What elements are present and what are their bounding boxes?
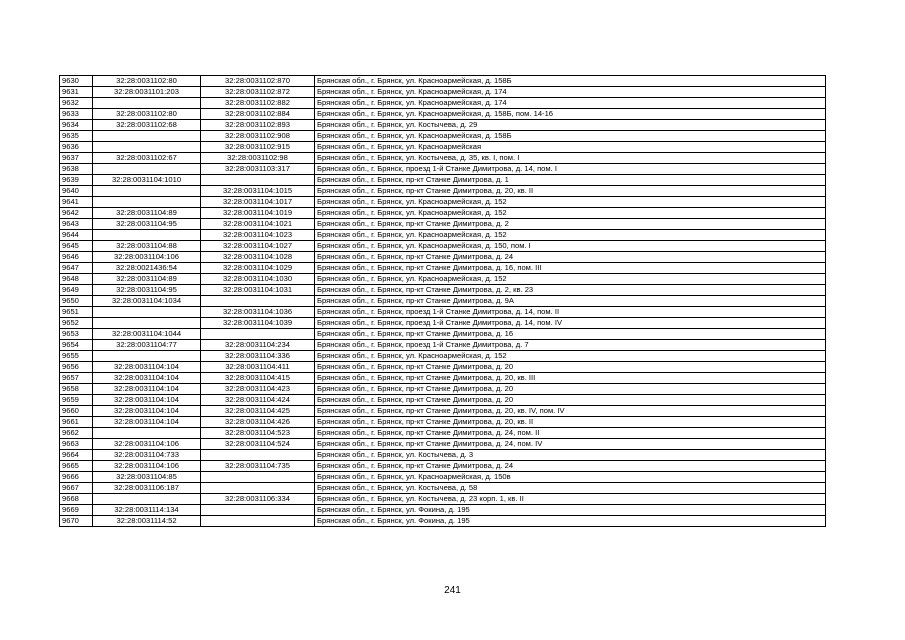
- table-row: [60, 450, 826, 461]
- new-cadastral-number-cell: 32:28:0031104:1030: [201, 274, 315, 285]
- old-cadastral-number-cell: 32:28:0031104:104: [93, 395, 201, 406]
- row-number-cell: 9647: [60, 263, 93, 274]
- table-row: [60, 439, 826, 450]
- row-number-cell: 9670: [60, 516, 93, 527]
- address-cell: Брянская обл., г. Брянск, пр-кт Станке Димитрова, д. 24, пом. IV: [315, 439, 826, 450]
- registry-sheet: [59, 75, 826, 527]
- address-cell: Брянская обл., г. Брянск, ул. Костычева, д. 29: [315, 120, 826, 131]
- old-cadastral-number-cell: [93, 428, 201, 439]
- address-cell: Брянская обл., г. Брянск, пр-кт Станке Димитрова, д. 20, кв. II: [315, 417, 826, 428]
- row-number-cell: 9648: [60, 274, 93, 285]
- old-cadastral-number-cell: 32:28:0021436:54: [93, 263, 201, 274]
- old-cadastral-number-cell: 32:28:0031102:80: [93, 76, 201, 87]
- address-cell: Брянская обл., г. Брянск, ул. Костычева, д. 58: [315, 483, 826, 494]
- address-cell: Брянская обл., г. Брянск, проезд 1-й Станке Димитрова, д. 7: [315, 340, 826, 351]
- address-cell: Брянская обл., г. Брянск, пр-кт Станке Димитрова, д. 2: [315, 219, 826, 230]
- address-cell: Брянская обл., г. Брянск, ул. Костычева, д. 35, кв. I, пом. I: [315, 153, 826, 164]
- row-number-cell: 9641: [60, 197, 93, 208]
- new-cadastral-number-cell: [201, 175, 315, 186]
- address-cell: Брянская обл., г. Брянск, ул. Красноармейская, д. 152: [315, 230, 826, 241]
- new-cadastral-number-cell: 32:28:0031104:424: [201, 395, 315, 406]
- old-cadastral-number-cell: 32:28:0031101:203: [93, 87, 201, 98]
- new-cadastral-number-cell: 32:28:0031104:234: [201, 340, 315, 351]
- table-row: [60, 241, 826, 252]
- row-number-cell: 9653: [60, 329, 93, 340]
- table-row: [60, 87, 826, 98]
- new-cadastral-number-cell: [201, 296, 315, 307]
- address-cell: Брянская обл., г. Брянск, пр-кт Станке Димитрова, д. 24, пом. II: [315, 428, 826, 439]
- new-cadastral-number-cell: [201, 450, 315, 461]
- address-cell: Брянская обл., г. Брянск, ул. Красноармейская, д. 152: [315, 208, 826, 219]
- new-cadastral-number-cell: 32:28:0031104:1027: [201, 241, 315, 252]
- address-cell: Брянская обл., г. Брянск, ул. Красноармейская, д. 174: [315, 87, 826, 98]
- old-cadastral-number-cell: 32:28:0031104:106: [93, 252, 201, 263]
- old-cadastral-number-cell: 32:28:0031104:1044: [93, 329, 201, 340]
- row-number-cell: 9634: [60, 120, 93, 131]
- table-row: [60, 131, 826, 142]
- address-cell: Брянская обл., г. Брянск, пр-кт Станке Димитрова, д. 2, кв. 23: [315, 285, 826, 296]
- old-cadastral-number-cell: [93, 494, 201, 505]
- old-cadastral-number-cell: 32:28:0031104:733: [93, 450, 201, 461]
- new-cadastral-number-cell: 32:28:0031104:524: [201, 439, 315, 450]
- row-number-cell: 9650: [60, 296, 93, 307]
- address-cell: Брянская обл., г. Брянск, пр-кт Станке Димитрова, д. 1: [315, 175, 826, 186]
- address-cell: Брянская обл., г. Брянск, пр-кт Станке Димитрова, д. 16, пом. III: [315, 263, 826, 274]
- table-row: [60, 483, 826, 494]
- address-cell: Брянская обл., г. Брянск, ул. Красноармейская, д. 152: [315, 274, 826, 285]
- row-number-cell: 9639: [60, 175, 93, 186]
- new-cadastral-number-cell: 32:28:0031102:908: [201, 131, 315, 142]
- address-cell: Брянская обл., г. Брянск, проезд 1-й Станке Димитрова, д. 14, пом. IV: [315, 318, 826, 329]
- table-row: [60, 120, 826, 131]
- cadastral-table: [59, 75, 826, 527]
- table-row: [60, 329, 826, 340]
- table-row: [60, 252, 826, 263]
- row-number-cell: 9668: [60, 494, 93, 505]
- address-cell: Брянская обл., г. Брянск, пр-кт Станке Димитрова, д. 20, кв. II: [315, 186, 826, 197]
- new-cadastral-number-cell: 32:28:0031104:1017: [201, 197, 315, 208]
- new-cadastral-number-cell: 32:28:0031104:1029: [201, 263, 315, 274]
- old-cadastral-number-cell: 32:28:0031106:187: [93, 483, 201, 494]
- table-row: [60, 406, 826, 417]
- new-cadastral-number-cell: 32:28:0031104:423: [201, 384, 315, 395]
- table-row: [60, 461, 826, 472]
- row-number-cell: 9632: [60, 98, 93, 109]
- old-cadastral-number-cell: 32:28:0031104:1010: [93, 175, 201, 186]
- row-number-cell: 9665: [60, 461, 93, 472]
- row-number-cell: 9649: [60, 285, 93, 296]
- address-cell: Брянская обл., г. Брянск, пр-кт Станке Димитрова, д. 20, кв. III: [315, 373, 826, 384]
- address-cell: Брянская обл., г. Брянск, ул. Костычева, д. 23 корп. 1, кв. II: [315, 494, 826, 505]
- row-number-cell: 9658: [60, 384, 93, 395]
- table-row: [60, 98, 826, 109]
- old-cadastral-number-cell: 32:28:0031104:106: [93, 439, 201, 450]
- table-row: [60, 516, 826, 527]
- old-cadastral-number-cell: [93, 164, 201, 175]
- old-cadastral-number-cell: 32:28:0031104:95: [93, 285, 201, 296]
- address-cell: Брянская обл., г. Брянск, пр-кт Станке Димитрова, д. 20, кв. IV, пом. IV: [315, 406, 826, 417]
- old-cadastral-number-cell: [93, 98, 201, 109]
- new-cadastral-number-cell: 32:28:0031102:98: [201, 153, 315, 164]
- address-cell: Брянская обл., г. Брянск, пр-кт Станке Димитрова, д. 20: [315, 384, 826, 395]
- table-row: [60, 373, 826, 384]
- row-number-cell: 9654: [60, 340, 93, 351]
- table-row: [60, 153, 826, 164]
- row-number-cell: 9663: [60, 439, 93, 450]
- new-cadastral-number-cell: 32:28:0031104:415: [201, 373, 315, 384]
- row-number-cell: 9630: [60, 76, 93, 87]
- page-number: 241: [444, 585, 461, 596]
- old-cadastral-number-cell: 32:28:0031114:52: [93, 516, 201, 527]
- new-cadastral-number-cell: 32:28:0031102:884: [201, 109, 315, 120]
- old-cadastral-number-cell: 32:28:0031104:104: [93, 373, 201, 384]
- table-row: [60, 230, 826, 241]
- table-row: [60, 395, 826, 406]
- table-row: [60, 109, 826, 120]
- old-cadastral-number-cell: 32:28:0031104:95: [93, 219, 201, 230]
- old-cadastral-number-cell: 32:28:0031104:104: [93, 406, 201, 417]
- table-row: [60, 208, 826, 219]
- row-number-cell: 9669: [60, 505, 93, 516]
- row-number-cell: 9633: [60, 109, 93, 120]
- address-cell: Брянская обл., г. Брянск, ул. Красноармейская, д. 174: [315, 98, 826, 109]
- new-cadastral-number-cell: [201, 505, 315, 516]
- new-cadastral-number-cell: 32:28:0031104:411: [201, 362, 315, 373]
- row-number-cell: 9642: [60, 208, 93, 219]
- row-number-cell: 9661: [60, 417, 93, 428]
- new-cadastral-number-cell: 32:28:0031104:1023: [201, 230, 315, 241]
- new-cadastral-number-cell: [201, 472, 315, 483]
- row-number-cell: 9651: [60, 307, 93, 318]
- new-cadastral-number-cell: 32:28:0031104:1028: [201, 252, 315, 263]
- old-cadastral-number-cell: [93, 351, 201, 362]
- address-cell: Брянская обл., г. Брянск, пр-кт Станке Димитрова, д. 20: [315, 395, 826, 406]
- new-cadastral-number-cell: 32:28:0031103:317: [201, 164, 315, 175]
- new-cadastral-number-cell: 32:28:0031102:870: [201, 76, 315, 87]
- old-cadastral-number-cell: [93, 197, 201, 208]
- new-cadastral-number-cell: 32:28:0031106:334: [201, 494, 315, 505]
- table-row: [60, 505, 826, 516]
- row-number-cell: 9640: [60, 186, 93, 197]
- old-cadastral-number-cell: 32:28:0031104:89: [93, 274, 201, 285]
- table-row: [60, 362, 826, 373]
- new-cadastral-number-cell: 32:28:0031104:735: [201, 461, 315, 472]
- address-cell: Брянская обл., г. Брянск, пр-кт Станке Димитрова, д. 24: [315, 461, 826, 472]
- table-row: [60, 472, 826, 483]
- row-number-cell: 9659: [60, 395, 93, 406]
- old-cadastral-number-cell: 32:28:0031104:104: [93, 384, 201, 395]
- table-row: [60, 296, 826, 307]
- row-number-cell: 9643: [60, 219, 93, 230]
- row-number-cell: 9667: [60, 483, 93, 494]
- address-cell: Брянская обл., г. Брянск, ул. Фокина, д. 195: [315, 516, 826, 527]
- new-cadastral-number-cell: 32:28:0031102:882: [201, 98, 315, 109]
- row-number-cell: 9666: [60, 472, 93, 483]
- new-cadastral-number-cell: [201, 483, 315, 494]
- row-number-cell: 9638: [60, 164, 93, 175]
- table-row: [60, 340, 826, 351]
- row-number-cell: 9662: [60, 428, 93, 439]
- old-cadastral-number-cell: 32:28:0031114:134: [93, 505, 201, 516]
- table-row: [60, 318, 826, 329]
- new-cadastral-number-cell: 32:28:0031104:1031: [201, 285, 315, 296]
- row-number-cell: 9656: [60, 362, 93, 373]
- new-cadastral-number-cell: 32:28:0031104:425: [201, 406, 315, 417]
- old-cadastral-number-cell: 32:28:0031104:85: [93, 472, 201, 483]
- old-cadastral-number-cell: 32:28:0031102:68: [93, 120, 201, 131]
- table-row: [60, 197, 826, 208]
- new-cadastral-number-cell: 32:28:0031104:1021: [201, 219, 315, 230]
- old-cadastral-number-cell: 32:28:0031104:106: [93, 461, 201, 472]
- table-body: [60, 76, 826, 527]
- new-cadastral-number-cell: 32:28:0031102:893: [201, 120, 315, 131]
- new-cadastral-number-cell: 32:28:0031104:426: [201, 417, 315, 428]
- address-cell: Брянская обл., г. Брянск, пр-кт Станке Димитрова, д. 24: [315, 252, 826, 263]
- old-cadastral-number-cell: 32:28:0031104:89: [93, 208, 201, 219]
- new-cadastral-number-cell: 32:28:0031104:336: [201, 351, 315, 362]
- table-row: [60, 263, 826, 274]
- old-cadastral-number-cell: 32:28:0031102:80: [93, 109, 201, 120]
- address-cell: Брянская обл., г. Брянск, ул. Красноармейская, д. 150в: [315, 472, 826, 483]
- row-number-cell: 9637: [60, 153, 93, 164]
- table-row: [60, 219, 826, 230]
- old-cadastral-number-cell: 32:28:0031104:1034: [93, 296, 201, 307]
- table-row: [60, 384, 826, 395]
- old-cadastral-number-cell: 32:28:0031104:104: [93, 417, 201, 428]
- row-number-cell: 9645: [60, 241, 93, 252]
- old-cadastral-number-cell: [93, 318, 201, 329]
- row-number-cell: 9644: [60, 230, 93, 241]
- new-cadastral-number-cell: 32:28:0031104:1015: [201, 186, 315, 197]
- table-row: [60, 164, 826, 175]
- address-cell: Брянская обл., г. Брянск, пр-кт Станке Димитрова, д. 16: [315, 329, 826, 340]
- row-number-cell: 9655: [60, 351, 93, 362]
- old-cadastral-number-cell: [93, 186, 201, 197]
- table-row: [60, 351, 826, 362]
- old-cadastral-number-cell: [93, 230, 201, 241]
- new-cadastral-number-cell: 32:28:0031102:872: [201, 87, 315, 98]
- address-cell: Брянская обл., г. Брянск, проезд 1-й Станке Димитрова, д. 14, пом. II: [315, 307, 826, 318]
- old-cadastral-number-cell: 32:28:0031104:88: [93, 241, 201, 252]
- address-cell: Брянская обл., г. Брянск, проезд 1-й Станке Димитрова, д. 14, пом. I: [315, 164, 826, 175]
- old-cadastral-number-cell: 32:28:0031102:67: [93, 153, 201, 164]
- address-cell: Брянская обл., г. Брянск, ул. Красноармейская, д. 158Б, пом. 14-16: [315, 109, 826, 120]
- address-cell: Брянская обл., г. Брянск, ул. Красноармейская, д. 150, пом. I: [315, 241, 826, 252]
- table-row: [60, 274, 826, 285]
- table-row: [60, 307, 826, 318]
- old-cadastral-number-cell: [93, 307, 201, 318]
- row-number-cell: 9635: [60, 131, 93, 142]
- table-row: [60, 76, 826, 87]
- old-cadastral-number-cell: 32:28:0031104:104: [93, 362, 201, 373]
- table-row: [60, 285, 826, 296]
- row-number-cell: 9646: [60, 252, 93, 263]
- table-row: [60, 428, 826, 439]
- new-cadastral-number-cell: 32:28:0031104:1019: [201, 208, 315, 219]
- new-cadastral-number-cell: 32:28:0031104:523: [201, 428, 315, 439]
- address-cell: Брянская обл., г. Брянск, ул. Красноармейская: [315, 142, 826, 153]
- address-cell: Брянская обл., г. Брянск, ул. Костычева, д. 3: [315, 450, 826, 461]
- new-cadastral-number-cell: [201, 329, 315, 340]
- old-cadastral-number-cell: 32:28:0031104:77: [93, 340, 201, 351]
- address-cell: Брянская обл., г. Брянск, ул. Красноармейская, д. 158Б: [315, 76, 826, 87]
- row-number-cell: 9660: [60, 406, 93, 417]
- new-cadastral-number-cell: [201, 516, 315, 527]
- table-row: [60, 494, 826, 505]
- new-cadastral-number-cell: 32:28:0031102:915: [201, 142, 315, 153]
- old-cadastral-number-cell: [93, 131, 201, 142]
- row-number-cell: 9636: [60, 142, 93, 153]
- table-row: [60, 175, 826, 186]
- new-cadastral-number-cell: 32:28:0031104:1039: [201, 318, 315, 329]
- address-cell: Брянская обл., г. Брянск, ул. Фокина, д. 195: [315, 505, 826, 516]
- table-row: [60, 186, 826, 197]
- row-number-cell: 9652: [60, 318, 93, 329]
- table-row: [60, 142, 826, 153]
- row-number-cell: 9657: [60, 373, 93, 384]
- address-cell: Брянская обл., г. Брянск, ул. Красноармейская, д. 152: [315, 351, 826, 362]
- address-cell: Брянская обл., г. Брянск, пр-кт Станке Димитрова, д. 20: [315, 362, 826, 373]
- row-number-cell: 9631: [60, 87, 93, 98]
- new-cadastral-number-cell: 32:28:0031104:1036: [201, 307, 315, 318]
- address-cell: Брянская обл., г. Брянск, ул. Красноармейская, д. 158Б: [315, 131, 826, 142]
- row-number-cell: 9664: [60, 450, 93, 461]
- old-cadastral-number-cell: [93, 142, 201, 153]
- address-cell: Брянская обл., г. Брянск, ул. Красноармейская, д. 152: [315, 197, 826, 208]
- address-cell: Брянская обл., г. Брянск, пр-кт Станке Димитрова, д. 9А: [315, 296, 826, 307]
- table-row: [60, 417, 826, 428]
